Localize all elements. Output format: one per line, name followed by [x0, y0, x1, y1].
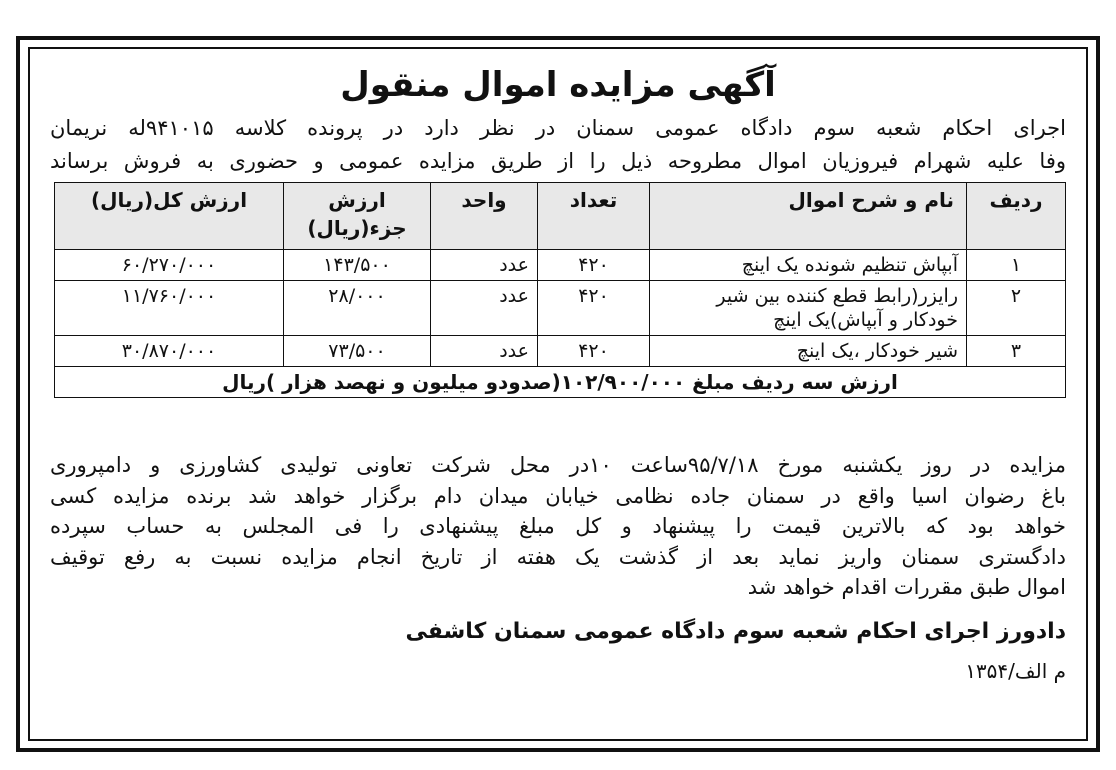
details-line: دادگستری سمنان واریز نماید بعد از گذشت یک هفته از تاریخ انجام مزایده نسبت به رفع توقیف	[50, 544, 1066, 569]
cell-item-name: آبپاش تنظیم شونده یک اینچ	[650, 250, 967, 281]
details-line: مزایده در روز یکشنبه مورخ ۹۵/۷/۱۸ساعت ۱۰در محل شرکت تعاونی تولیدی کشاورزی و دامپروری	[50, 453, 1066, 477]
notice-title: آگهی مزایده اموال منقول	[340, 65, 776, 105]
cell-total-price: ۶۰/۲۷۰/۰۰۰	[55, 250, 284, 281]
header-total-price: ارزش کل(ریال)	[55, 183, 284, 250]
cell-unit: عدد	[431, 336, 538, 367]
header-row-number: ردیف	[967, 183, 1066, 250]
intro-line: وفا علیه شهرام فیروزیان اموال مطروحه ذیل را از طریق مزایده عمومی و حضوری به فروش برساند	[50, 149, 1066, 173]
cell-unit: عدد	[431, 281, 538, 336]
intro-line: اجرای احکام شعبه سوم دادگاه عمومی سمنان در نظر دارد در پرونده کلاسه ۹۴۱۰۱۵له نریمان	[50, 116, 1066, 140]
items-table	[54, 182, 1066, 398]
header-unit: واحد	[431, 183, 538, 250]
header-count: تعداد	[538, 183, 650, 250]
cell-total-price: ۱۱/۷۶۰/۰۰۰	[55, 281, 284, 336]
table-row	[55, 250, 1066, 281]
cell-count: ۴۲۰	[538, 250, 650, 281]
cell-total-price: ۳۰/۸۷۰/۰۰۰	[55, 336, 284, 367]
auction-details	[50, 450, 1066, 603]
details-line: اموال طبق مقررات اقدام خواهد شد	[747, 575, 1066, 599]
cell-unit: عدد	[431, 250, 538, 281]
cell-row-number: ۱	[967, 250, 1066, 281]
cell-row-number: ۳	[967, 336, 1066, 367]
table-header-row	[55, 183, 1066, 250]
cell-unit-price: ۱۴۳/۵۰۰	[284, 250, 431, 281]
cell-count: ۴۲۰	[538, 336, 650, 367]
cell-item-name: رایزر(رابط قطع کننده بین شیر خودکار و آبپاش)یک اینچ	[650, 281, 967, 336]
table-row	[55, 281, 1066, 336]
header-unit-price: ارزش جزء(ریال)	[284, 183, 431, 250]
cell-row-number: ۲	[967, 281, 1066, 336]
total-value-text: ارزش سه ردیف مبلغ ۱۰۲/۹۰۰/۰۰۰(صدودو میلیون و نهصد هزار )ریال	[55, 367, 1066, 398]
intro-paragraph	[50, 112, 1066, 178]
cell-item-name: شیر خودکار ،یک اینچ	[650, 336, 967, 367]
table-total-row	[55, 367, 1066, 398]
cell-unit-price: ۲۸/۰۰۰	[284, 281, 431, 336]
signature: دادورز اجرای احکام شعبه سوم دادگاه عمومی سمنان کاشفی	[405, 618, 1066, 644]
cell-unit-price: ۷۳/۵۰۰	[284, 336, 431, 367]
notice	[50, 50, 1066, 683]
details-line: خواهد بود که بالاترین قیمت را پیشنهاد و کل مبلغ پیشنهادی را فی المجلس به حساب سپرده	[50, 514, 1066, 538]
reference-number: م الف/۱۳۵۴	[965, 658, 1066, 683]
table-row	[55, 336, 1066, 367]
cell-count: ۴۲۰	[538, 281, 650, 336]
details-line: باغ رضوان اسیا واقع در سمنان جاده نظامی خیابان میدان دام برگزار خواهد شد برنده مزایده کسی	[50, 483, 1066, 508]
header-item-name: نام و شرح اموال	[650, 183, 967, 250]
